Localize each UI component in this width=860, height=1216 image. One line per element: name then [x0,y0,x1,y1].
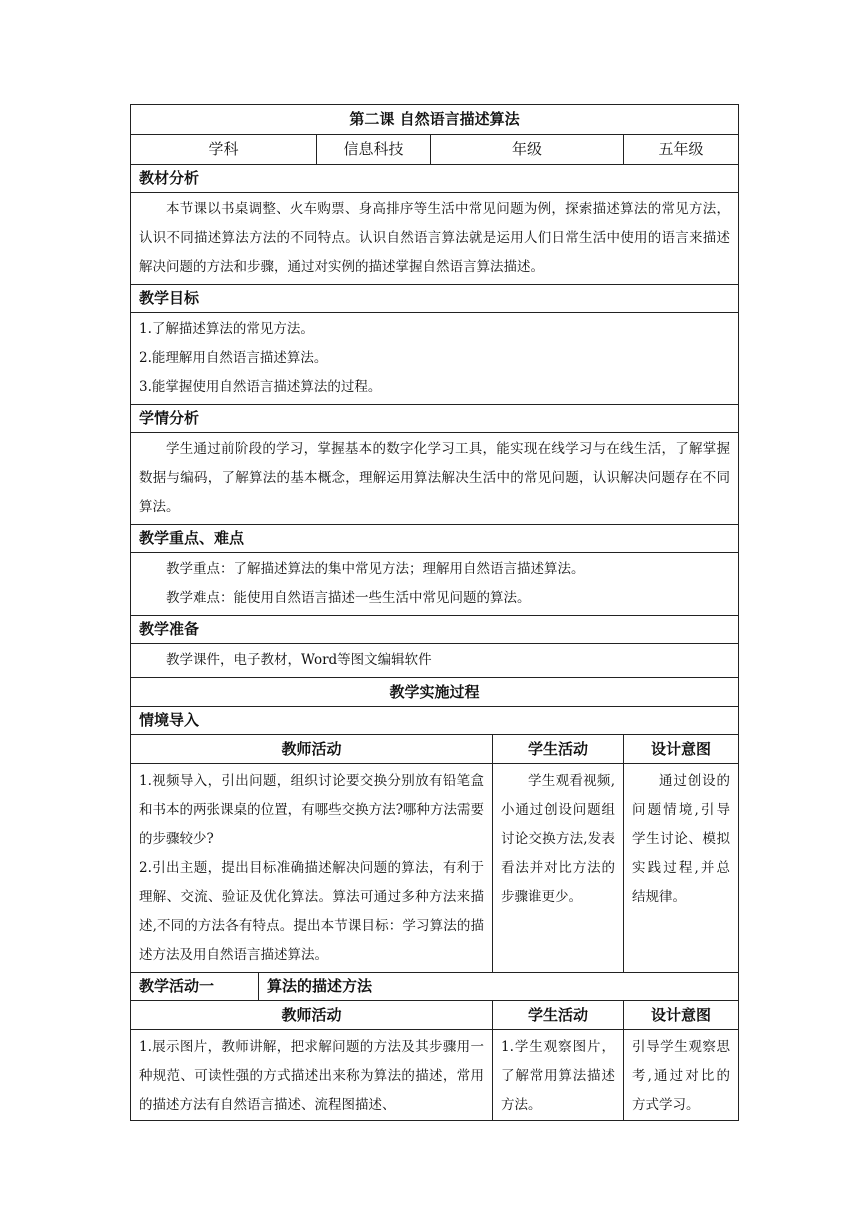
intro-teacher-activity [131,764,493,973]
activity1-name: 算法的描述方法 [259,973,739,1001]
grade-label: 年级 [431,135,624,165]
activity1-label: 教学活动一 [131,973,259,1001]
difficulty-text: 教学难点：能使用自然语言描述一些生活中常见问题的算法。 [166,590,531,606]
intro-student-col: 学生活动 [493,735,624,764]
intro-teacher-step-1: 1.视频导入，引出问题，组织讨论要交换分别放有铅笔盒和书本的两张课桌的位置，有哪些交换方法?哪种方法需要的步骤较少? [139,773,484,847]
intro-teacher-col: 教师活动 [131,735,493,764]
activity1-teacher-activity: 1.展示图片，教师讲解，把求解问题的方法及其步骤用一种规范、可读性强的方式描述出来称为算法的描述，常用的描述方法有自然语言描述、流程图描述、 [131,1030,493,1121]
key-points-body [131,553,739,616]
activity1-student-activity: 1.学生观察图片，了解常用算法描述方法。 [493,1030,624,1121]
preparation-heading: 教学准备 [131,616,739,644]
material-analysis-text: 本节课以书桌调整、火车购票、身高排序等生活中常见问题为例，探索描述算法的常见方法，认识不同描述算法方法的不同特点。认识自然语言算法就是运用人们日常生活中使用的语言来描述解决问题的方法和步骤，通过对实例的描述掌握自然语言算法描述。 [131,193,739,285]
intro-heading: 情境导入 [131,707,739,735]
material-analysis-heading: 教材分析 [131,165,739,193]
intro-design-col: 设计意图 [624,735,739,764]
objectives-list [131,313,739,405]
preparation-text: 教学课件，电子教材，Word等图文编辑软件 [131,644,739,678]
activity1-teacher-col: 教师活动 [131,1001,493,1030]
learner-analysis-text: 学生通过前阶段的学习，掌握基本的数字化学习工具，能实现在线学习与在线生活，了解掌握数据与编码，了解算法的基本概念，理解运用算法解决生活中的常见问题，认识解决问题存在不同算法。 [131,433,739,525]
subject-label: 学科 [131,135,317,165]
intro-teacher-step-2: 2.引出主题，提出目标准确描述解决问题的算法，有利于理解、交流、验证及优化算法。算法可通过多种方法来描述,不同的方法各有特点。提出本节课目标：学习算法的描述方法及用自然语言描述算法。 [139,860,484,963]
lesson-plan [130,104,738,1121]
activity1-design-col: 设计意图 [624,1001,739,1030]
lesson-plan-table [130,104,739,1121]
objective-item: 3.能掌握使用自然语言描述算法的过程。 [139,379,382,395]
learner-analysis-heading: 学情分析 [131,405,739,433]
grade-value: 五年级 [624,135,739,165]
objective-item: 2.能理解用自然语言描述算法。 [139,350,328,366]
lesson-title: 第二课 自然语言描述算法 [131,105,739,135]
key-points-heading: 教学重点、难点 [131,525,739,553]
activity1-student-col: 学生活动 [493,1001,624,1030]
activity1-design-intent: 引导学生观察思考,通过对比的方式学习。 [624,1030,739,1121]
process-heading: 教学实施过程 [131,678,739,707]
objectives-heading: 教学目标 [131,285,739,313]
focus-text: 教学重点：了解描述算法的集中常见方法；理解用自然语言描述算法。 [166,561,585,577]
intro-student-activity: 学生观看视频,小通过创设问题组讨论交换方法,发表看法并对比方法的步骤谁更少。 [493,764,624,973]
intro-design-intent: 通过创设的问题情境,引导学生讨论、模拟实践过程,并总结规律。 [624,764,739,973]
subject-value: 信息科技 [317,135,431,165]
objective-item: 1.了解描述算法的常见方法。 [139,321,314,337]
